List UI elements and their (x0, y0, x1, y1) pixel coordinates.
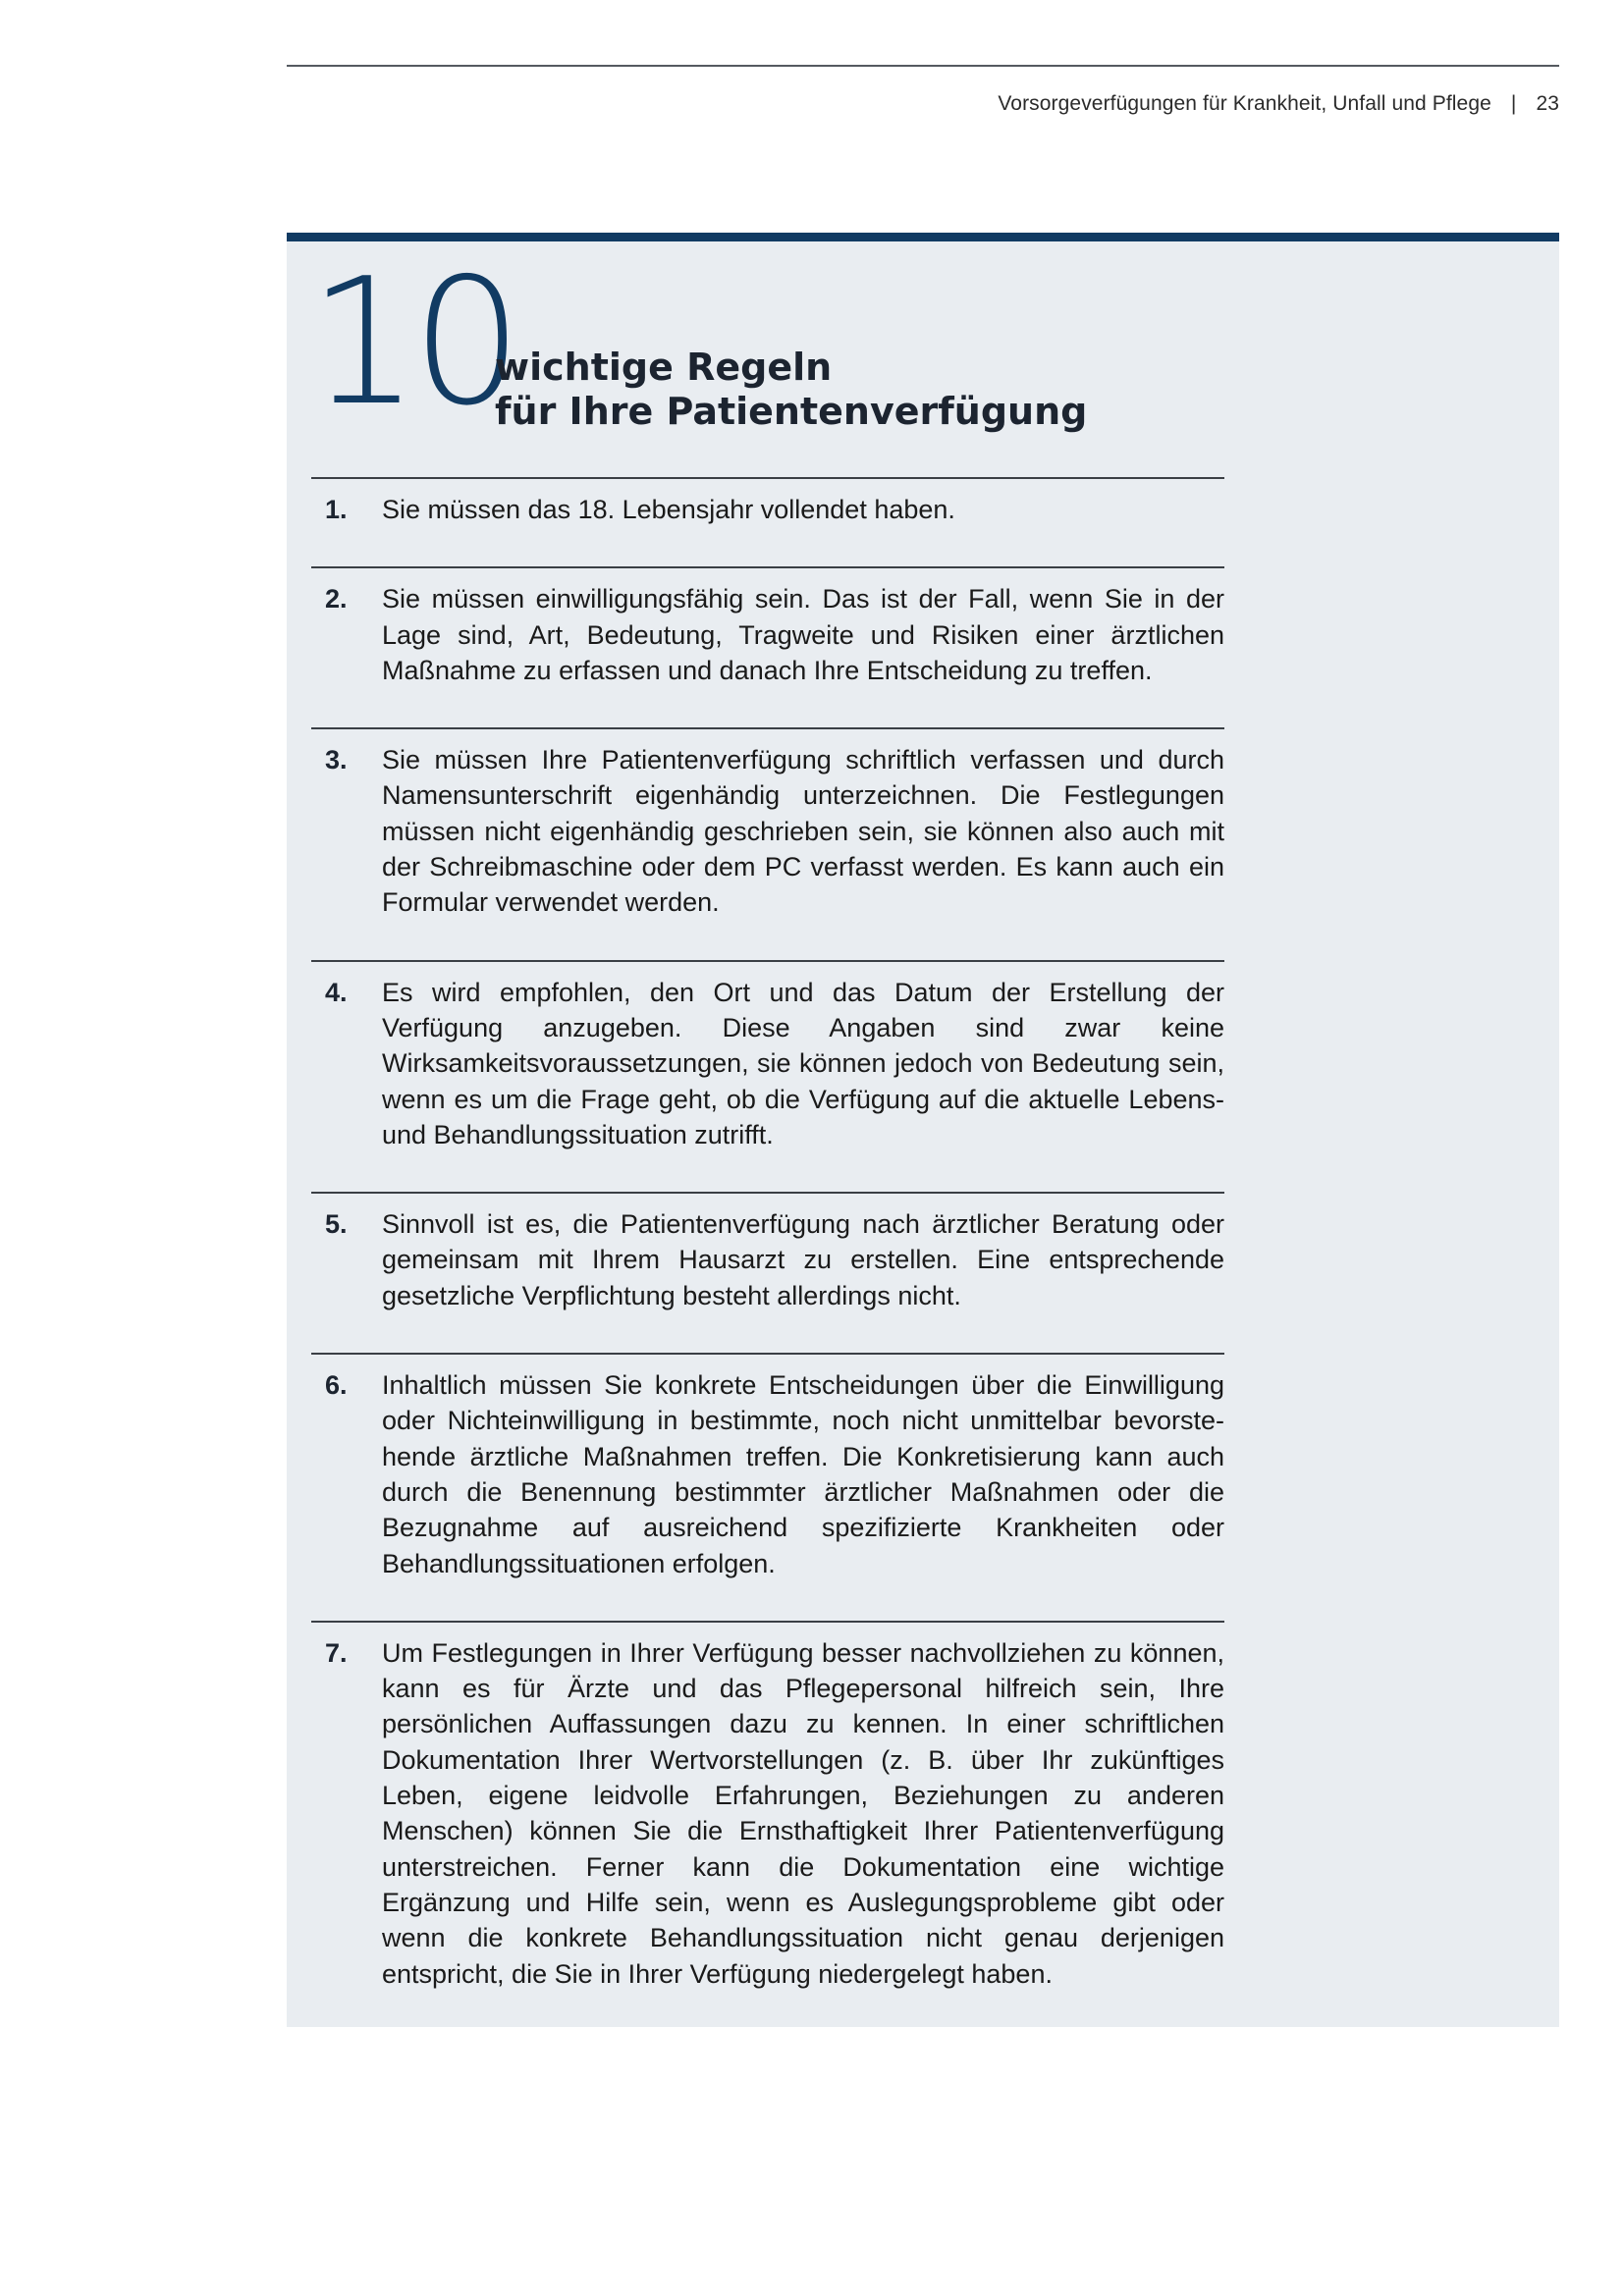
rule-item-4 (311, 960, 1224, 1192)
header-separator: | (1510, 92, 1517, 115)
rule-number: 4. (325, 977, 348, 1007)
rule-text: Sie müssen Ihre Patientenverfügung schriftlich verfassen und durch Namensunterschrift eigenhändig unterzeichnen. Die Festlegungen müssen nicht eigenhändig geschrieben sein, sie können also auch mit der Schreibmaschine oder dem PC verfasst werden. Es kann auch ein Formular verwendet werden. (382, 745, 1224, 918)
page-number: 23 (1536, 92, 1559, 115)
rule-text: Sinnvoll ist es, die Patientenverfügung nach ärztlicher Beratung oder gemeinsam mit Ihrem Hausarzt zu erstellen. Eine entsprechende gesetzliche Verpflichtung besteht allerdings nicht. (382, 1209, 1224, 1310)
title-line-2: für Ihre Patientenverfügung (495, 390, 1088, 433)
box-title (495, 346, 1087, 434)
running-header (998, 92, 1559, 116)
rule-item-1 (311, 477, 1224, 566)
rule-item-6 (311, 1353, 1224, 1621)
big-number: 10 (308, 240, 515, 444)
rule-number: 3. (325, 745, 348, 775)
rule-item-3 (311, 727, 1224, 959)
rule-number: 7. (325, 1637, 348, 1668)
rule-text: Sie müssen einwilligungsfähig sein. Das ist der Fall, wenn Sie in der Lage sind, Art, Bedeutung, Tragweite und Risiken einer ärztlichen Maßnahme zu erfassen und danach Ihre Entscheidung zu treffen. (382, 584, 1224, 685)
rule-item-2 (311, 566, 1224, 727)
header-rule (287, 65, 1559, 67)
rule-text: Es wird empfohlen, den Ort und das Datum der Erstellung der Verfügung anzugeben. Diese Angaben sind zwar keine Wirksamkeitsvoraussetzungen, sie können jedoch von Bedeutung sein, wenn es um die Frage geht, ob die Verfügung auf die aktuelle Lebens- und Behandlungssituation zutrifft. (382, 977, 1224, 1149)
rule-number: 5. (325, 1209, 348, 1240)
rule-text: Inhaltlich müssen Sie konkrete Entscheidungen über die Einwilligung oder Nichteinwilligung in bestimmte, noch nicht unmittelbar bevorstehende ärztliche Maßnahmen treffen. Die Konkretisierung kann auch durch die Benennung bestimmter ärztlicher Maßnahmen oder die Bezugnahme auf ausreichend spezifizierte Krankheiten oder Behandlungssituationen erfolgen. (382, 1370, 1224, 1578)
rule-number: 2. (325, 584, 348, 614)
rules-list (311, 477, 1224, 2031)
rule-text: Um Festlegungen in Ihrer Verfügung besser nachvollziehen zu können, kann es für Ärzte und das Pflegepersonal hilfreich sein, Ihre persönlichen Auffassungen dazu zu kennen. In einer schriftlichen Dokumentation Ihrer Wertvorstellungen (z. B. über Ihr zukünftiges Leben, eigene leidvolle Erfahrungen, Beziehungen zu anderen Menschen) können Sie die Ernsthaftigkeit Ihrer Patientenverfügung unterstreichen. Ferner kann die Dokumentation eine wichtige Ergänzung und Hilfe sein, wenn es Auslegungsprobleme gibt oder wenn die konkrete Behandlungssituation nicht genau derjenigen entspricht, die Sie in Ihrer Verfügung niedergelegt haben. (382, 1637, 1224, 1989)
title-line-1: wichtige Regeln (495, 346, 833, 389)
rule-text: Sie müssen das 18. Lebensjahr vollendet haben. (382, 495, 955, 524)
rule-item-5 (311, 1192, 1224, 1353)
rule-item-7 (311, 1621, 1224, 2031)
running-title: Vorsorgeverfügungen für Krankheit, Unfall und Pflege (998, 92, 1491, 115)
rule-number: 6. (325, 1370, 348, 1401)
rule-number: 1. (325, 495, 348, 524)
rules-box (287, 233, 1559, 2027)
